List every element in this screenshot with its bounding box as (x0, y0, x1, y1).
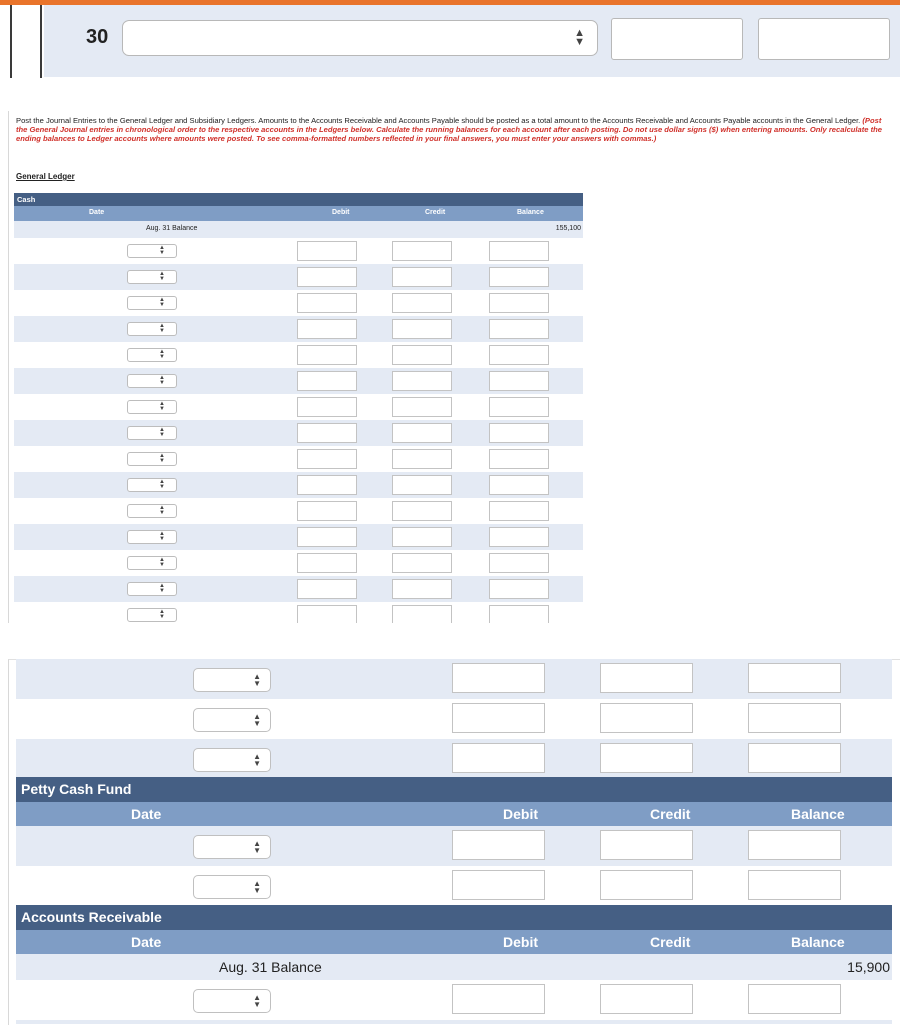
balance-input[interactable] (748, 870, 841, 900)
credit-input[interactable] (392, 319, 452, 339)
debit-input[interactable] (297, 553, 357, 573)
select-arrows-icon: ▲ ▼ (159, 245, 165, 256)
credit-input[interactable] (600, 743, 693, 773)
instructions-text: Post the Journal Entries to the General Ledger and Subsidiary Ledgers. Amounts to the Accounts Receivable and Accounts Payable should be posted as a total amount to the Accounts Receivable and Accounts Payable accounts in the General Ledger. (16, 116, 863, 125)
table-row (14, 238, 583, 264)
credit-input[interactable] (392, 293, 452, 313)
debit-input[interactable] (297, 475, 357, 495)
credit-input[interactable] (392, 553, 452, 573)
date-select[interactable] (193, 835, 271, 859)
account-select[interactable] (122, 20, 598, 56)
date-select[interactable] (127, 582, 177, 596)
balance-input[interactable] (489, 475, 549, 495)
debit-input[interactable] (452, 984, 545, 1014)
date-select[interactable] (127, 556, 177, 570)
date-select[interactable] (127, 296, 177, 310)
balance-input[interactable] (748, 984, 841, 1014)
select-arrows-icon: ▲ ▼ (159, 323, 165, 334)
date-select[interactable] (127, 348, 177, 362)
table-row (14, 420, 583, 446)
debit-input[interactable] (452, 870, 545, 900)
col-debit: Debit (332, 209, 350, 216)
accounts-receivable-opening-balance-row (16, 954, 892, 980)
date-select[interactable] (127, 530, 177, 544)
debit-input[interactable] (452, 663, 545, 693)
balance-input[interactable] (489, 345, 549, 365)
debit-input[interactable] (297, 319, 357, 339)
select-arrows-icon: ▲ ▼ (574, 27, 585, 48)
date-select[interactable] (193, 989, 271, 1013)
table-row (14, 264, 583, 290)
instructions-emphasis: (Post the General Journal entries in chronological order to the respective accounts in the Ledgers below. Calculate the running balances for each account after each posting. Do not use dollar signs ($) when entering amounts. Only recalculate the ending balances to Ledger accounts where amounts were posted. To see comma-formatted numbers reflected in your final answers, you must enter your answers with commas.) (16, 116, 883, 144)
cash-balance-value: 155,100 (555, 225, 581, 232)
table-row (14, 316, 583, 342)
date-select[interactable] (193, 875, 271, 899)
credit-input[interactable] (392, 501, 452, 521)
table-row (14, 342, 583, 368)
table-row (14, 446, 583, 472)
credit-input[interactable] (392, 475, 452, 495)
select-arrows-icon: ▲ ▼ (253, 712, 261, 728)
debit-input[interactable] (452, 830, 545, 860)
debit-input[interactable] (297, 371, 357, 391)
select-arrows-icon: ▲ ▼ (159, 609, 165, 620)
next-row-edge (16, 1020, 892, 1024)
col-balance: Balance (517, 209, 544, 216)
credit-input[interactable] (392, 397, 452, 417)
col-balance: Balance (791, 806, 845, 822)
select-arrows-icon: ▲ ▼ (253, 879, 261, 895)
select-arrows-icon: ▲ ▼ (253, 752, 261, 768)
cash-balance-label: Aug. 31 Balance (146, 225, 198, 232)
date-select[interactable] (127, 400, 177, 414)
table-row (14, 290, 583, 316)
balance-input[interactable] (489, 553, 549, 573)
date-select[interactable] (127, 608, 177, 622)
accounts-receivable-title: Accounts Receivable (21, 909, 162, 925)
select-arrows-icon: ▲ ▼ (159, 427, 165, 438)
credit-input[interactable] (392, 241, 452, 261)
col-date: Date (89, 209, 105, 216)
col-date: Date (131, 934, 162, 950)
select-arrows-icon: ▲ ▼ (159, 505, 165, 516)
select-arrows-icon: ▲ ▼ (253, 672, 261, 688)
table-row (14, 394, 583, 420)
cash-opening-balance-row (14, 221, 583, 238)
credit-input[interactable] (600, 870, 693, 900)
credit-input[interactable] (600, 830, 693, 860)
date-select[interactable] (127, 478, 177, 492)
debit-input[interactable] (297, 605, 357, 623)
petty-cash-header (16, 777, 892, 802)
balance-input[interactable] (489, 605, 549, 623)
debit-input[interactable] (297, 579, 357, 599)
table-row (14, 524, 583, 550)
col-debit: Debit (503, 934, 538, 950)
balance-input[interactable] (489, 397, 549, 417)
credit-input[interactable] (392, 449, 452, 469)
date-select[interactable] (127, 452, 177, 466)
select-arrows-icon: ▲ ▼ (159, 401, 165, 412)
select-arrows-icon: ▲ ▼ (159, 531, 165, 542)
select-arrows-icon: ▲ ▼ (253, 993, 261, 1009)
credit-input[interactable] (392, 605, 452, 623)
table-row (16, 739, 892, 779)
table-row (14, 368, 583, 394)
select-arrows-icon: ▲ ▼ (159, 479, 165, 490)
table-row (14, 472, 583, 498)
credit-input[interactable] (392, 371, 452, 391)
accounts-receivable-header (16, 905, 892, 930)
credit-input[interactable] (392, 579, 452, 599)
cash-title: Cash (17, 195, 36, 204)
petty-cash-title: Petty Cash Fund (21, 781, 132, 797)
table-row (14, 576, 583, 602)
ar-balance-label: Aug. 31 Balance (219, 959, 322, 975)
debit-input[interactable] (297, 527, 357, 547)
date-select[interactable] (193, 748, 271, 772)
select-arrows-icon: ▲ ▼ (159, 583, 165, 594)
select-arrows-icon: ▲ ▼ (253, 839, 261, 855)
credit-input[interactable] (600, 703, 693, 733)
left-border-line (10, 5, 12, 78)
date-select[interactable] (127, 374, 177, 388)
col-credit: Credit (425, 209, 446, 216)
credit-input[interactable] (392, 527, 452, 547)
balance-input[interactable] (489, 267, 549, 287)
table-row (14, 602, 583, 623)
select-arrows-icon: ▲ ▼ (159, 271, 165, 282)
date-select[interactable] (127, 244, 177, 258)
ar-balance-value: 15,900 (847, 959, 890, 975)
balance-input[interactable] (748, 663, 841, 693)
balance-input[interactable] (748, 830, 841, 860)
date-select[interactable] (127, 504, 177, 518)
col-credit: Credit (650, 806, 691, 822)
balance-input[interactable] (489, 579, 549, 599)
date-select[interactable] (127, 426, 177, 440)
table-row (16, 699, 892, 739)
debit-input[interactable] (297, 423, 357, 443)
balance-input[interactable] (489, 293, 549, 313)
col-date: Date (131, 806, 162, 822)
col-debit: Debit (503, 806, 538, 822)
debit-input[interactable] (611, 18, 743, 60)
credit-input[interactable] (392, 345, 452, 365)
select-arrows-icon: ▲ ▼ (159, 297, 165, 308)
credit-input[interactable] (600, 984, 693, 1014)
table-row (16, 866, 892, 906)
select-arrows-icon: ▲ ▼ (159, 349, 165, 360)
date-select[interactable] (193, 708, 271, 732)
cash-account-header (14, 193, 583, 206)
select-arrows-icon: ▲ ▼ (159, 557, 165, 568)
debit-input[interactable] (297, 293, 357, 313)
table-row (14, 550, 583, 576)
accounts-receivable-column-header (16, 930, 892, 954)
balance-input[interactable] (489, 449, 549, 469)
col-credit: Credit (650, 934, 691, 950)
row-number: 30 (86, 26, 109, 48)
date-select[interactable] (127, 270, 177, 284)
table-row (16, 826, 892, 866)
debit-input[interactable] (452, 743, 545, 773)
debit-input[interactable] (297, 241, 357, 261)
balance-input[interactable] (489, 501, 549, 521)
col-balance: Balance (791, 934, 845, 950)
table-row (16, 659, 892, 699)
credit-input[interactable] (758, 18, 890, 60)
debit-input[interactable] (297, 449, 357, 469)
debit-input[interactable] (297, 345, 357, 365)
credit-input[interactable] (600, 663, 693, 693)
petty-cash-column-header (16, 802, 892, 826)
debit-input[interactable] (297, 397, 357, 417)
credit-input[interactable] (392, 423, 452, 443)
instructions (16, 116, 886, 144)
table-row (14, 498, 583, 524)
balance-input[interactable] (489, 371, 549, 391)
general-ledger-heading: General Ledger (16, 172, 75, 181)
debit-input[interactable] (297, 267, 357, 287)
date-select[interactable] (193, 668, 271, 692)
credit-input[interactable] (392, 267, 452, 287)
table-row (16, 980, 892, 1020)
balance-input[interactable] (489, 319, 549, 339)
balance-input[interactable] (489, 241, 549, 261)
date-select[interactable] (127, 322, 177, 336)
balance-input[interactable] (748, 703, 841, 733)
inner-border-line (40, 5, 42, 78)
cash-column-header (14, 206, 583, 221)
balance-input[interactable] (489, 423, 549, 443)
select-arrows-icon: ▲ ▼ (159, 453, 165, 464)
select-arrows-icon: ▲ ▼ (159, 375, 165, 386)
balance-input[interactable] (489, 527, 549, 547)
balance-input[interactable] (748, 743, 841, 773)
debit-input[interactable] (297, 501, 357, 521)
debit-input[interactable] (452, 703, 545, 733)
